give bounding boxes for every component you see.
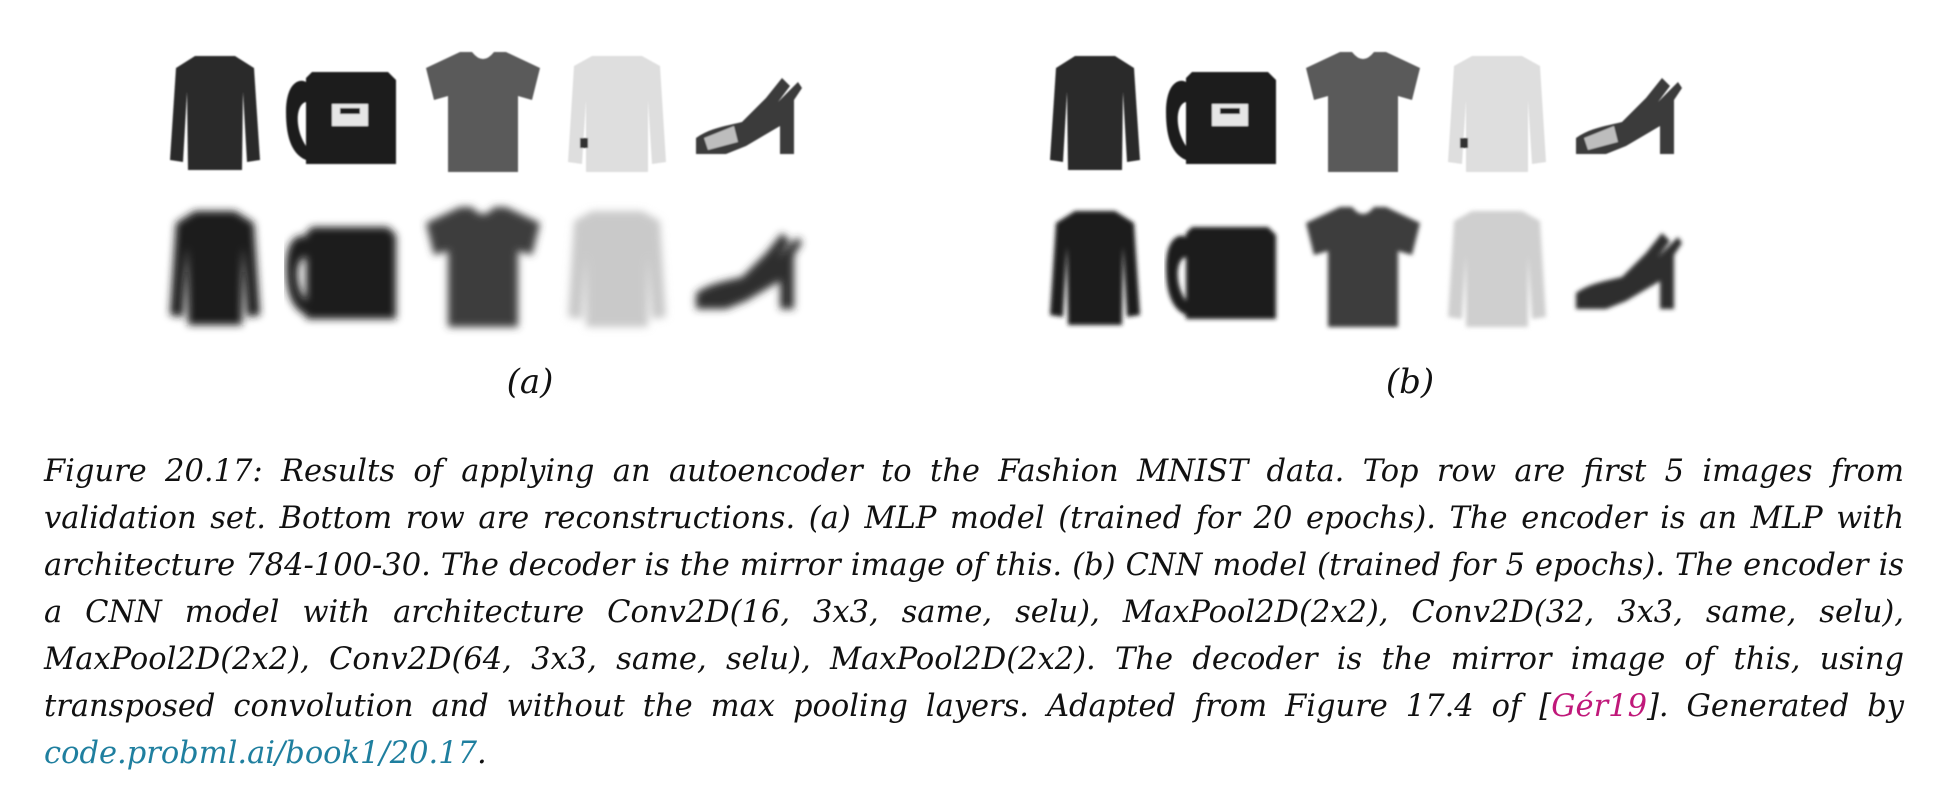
figure-caption — [44, 448, 1904, 777]
reconstructed-image-bag — [1164, 197, 1294, 337]
reconstructed-image-long-sleeve-top — [150, 197, 280, 337]
reconstructed-image-pullover — [552, 197, 682, 337]
original-image-t-shirt — [1298, 42, 1428, 182]
caption-text: Figure 20.17: Results of applying an autoencoder to the Fashion MNIST data. Top row are first 5 images from validation set. Bottom row are reconstructions. (a) MLP model (trained for 20 epochs). The encoder is an MLP with architecture 784-100-30. The decoder is the mirror image of this. (b) CNN model (trained for 5 epochs). The encoder is a CNN model with architecture Conv2D(16, 3x3, same, selu), MaxPool2D(2x2), Conv2D(32, 3x3, same, selu), MaxPool2D(2x2), Conv2D(64, 3x3, same, selu), MaxPool2D(2x2). The decoder is the mirror image of this, using transposed convolution and without the max pooling layers. Adapted from Figure 17.4 of [ — [44, 454, 1904, 724]
original-image-pullover — [552, 42, 682, 182]
original-image-long-sleeve-top — [150, 42, 280, 182]
original-image-bag — [284, 42, 414, 182]
reconstructed-image-t-shirt — [1298, 197, 1428, 337]
citation-link[interactable]: Gér19 — [1551, 689, 1647, 724]
caption-text-middle: ]. Generated by — [1647, 689, 1904, 724]
panel-label: (a) — [506, 362, 554, 402]
reconstruction-row — [150, 197, 910, 337]
reconstructed-image-sandal — [1566, 197, 1696, 337]
original-image-bag — [1164, 42, 1294, 182]
original-row — [150, 42, 910, 182]
panel-b — [1030, 32, 1790, 412]
reconstructed-image-bag — [284, 197, 414, 337]
panel-label: (b) — [1385, 362, 1435, 402]
original-image-sandal — [1566, 42, 1696, 182]
reconstructed-image-t-shirt — [418, 197, 548, 337]
original-image-t-shirt — [418, 42, 548, 182]
original-image-sandal — [686, 42, 816, 182]
original-image-pullover — [1432, 42, 1562, 182]
reconstructed-image-pullover — [1432, 197, 1562, 337]
reconstruction-row — [1030, 197, 1790, 337]
original-image-long-sleeve-top — [1030, 42, 1160, 182]
reconstructed-image-sandal — [686, 197, 816, 337]
panel-a — [150, 32, 910, 412]
reconstructed-image-long-sleeve-top — [1030, 197, 1160, 337]
caption-text-end: . — [477, 736, 487, 771]
code-link[interactable]: code.probml.ai/book1/20.17 — [44, 736, 478, 771]
original-row — [1030, 42, 1790, 182]
